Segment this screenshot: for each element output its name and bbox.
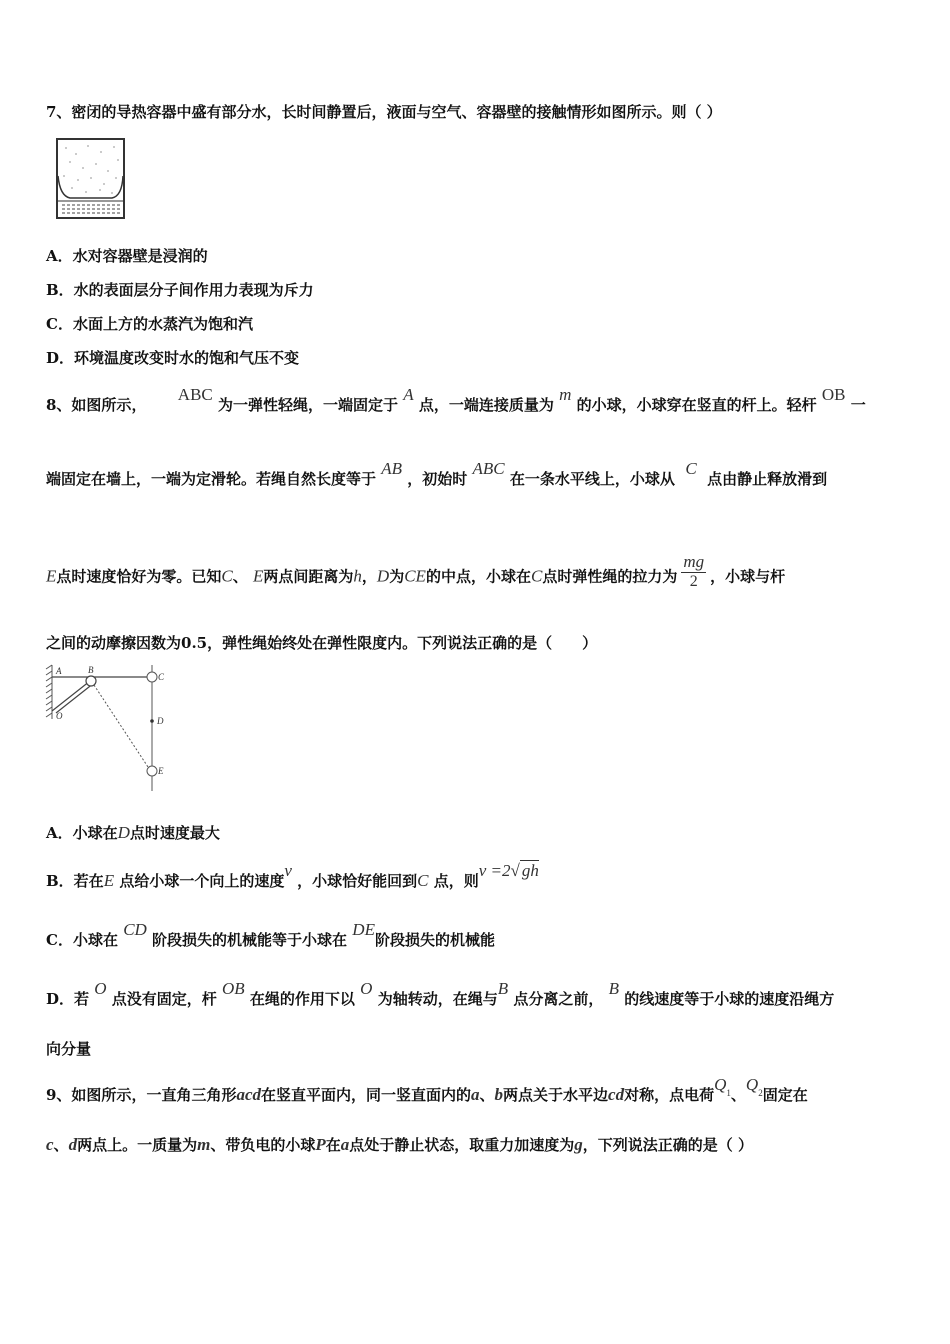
q9-stem-line2: c、d两点上。一质量为m、带负电的小球P在a点处于静止状态，取重力加速度为g，下列说法正确的是（ ）: [46, 1135, 753, 1154]
figure-label-c: C: [158, 672, 165, 682]
q7-stem: 7、密闭的导热容器中盛有部分水，长时间静置后，液面与空气、容器壁的接触情形如图所示。则（ ）: [46, 103, 722, 121]
q8-stem-line4: 之间的动摩擦因数为0.5，弹性绳始终处在弹性限度内。下列说法正确的是（ ）: [46, 634, 598, 652]
q7-option-b: B．水的表面层分子间作用力表现为斥力: [46, 281, 314, 299]
q8-option-c: C．小球在 CD 阶段损失的机械能等于小球在 DE阶段损失的机械能: [46, 920, 495, 949]
q7-option-c: C．水面上方的水蒸汽为饱和汽: [46, 315, 253, 333]
figure-label-d: D: [157, 716, 164, 726]
q8-option-d-line1: D．若 O 点没有固定，杆 OB 在绳的作用下以 O 为轴转动，在绳与B 点分离之前， B 的线速度等于小球的速度沿绳方: [46, 979, 835, 1008]
q8-pulley-figure: [44, 663, 174, 793]
q7-container-figure: [56, 138, 126, 220]
q8-option-b: B．若在E 点给小球一个向上的速度v ，小球恰好能回到C 点，则v =2√ gh: [46, 861, 539, 890]
q8-stem-line3: E点时速度恰好为零。已知C、 E两点间距离为h，D为CE的中点，小球在C点时弹性绳的拉力为 $\frac{mg}{2}$ ，小球与杆: [46, 552, 786, 590]
q8-option-a: A．小球在D点时速度最大: [46, 823, 220, 842]
fraction-mg-over-2: $\frac{mg}{2}$: [683, 552, 705, 590]
q8-stem-line2: 端固定在墙上，一端为定滑轮。若绳自然长度等于 AB ，初始时 ABC 在一条水平线上，小球从 C 点由静止释放滑到: [46, 459, 828, 488]
figure-label-b: B: [88, 665, 94, 675]
math-abc: ABC: [177, 385, 213, 404]
q8-option-d-line2: 向分量: [46, 1040, 92, 1058]
q9-stem-line1: 9、如图所示，一直角三角形acd在竖直平面内，同一竖直面内的a、b两点关于水平边cd对称，点电荷$Q_1$、$Q_2$固定在: [46, 1075, 808, 1104]
q7-option-a: A．水对容器壁是浸润的: [46, 247, 208, 265]
figure-label-o: O: [56, 711, 63, 721]
q8-stem-line1: 8、如图所示， ABC 为一弹性轻绳，一端固定于 A 点，一端连接质量为 m 的小球，小球穿在竖直的杆上。轻杆 OB 一: [46, 385, 866, 414]
figure-label-a: A: [56, 666, 62, 676]
figure-label-e: E: [158, 766, 164, 776]
q7-option-d: D．环境温度改变时水的饱和气压不变: [46, 349, 300, 367]
formula-v: v =2: [478, 861, 511, 880]
